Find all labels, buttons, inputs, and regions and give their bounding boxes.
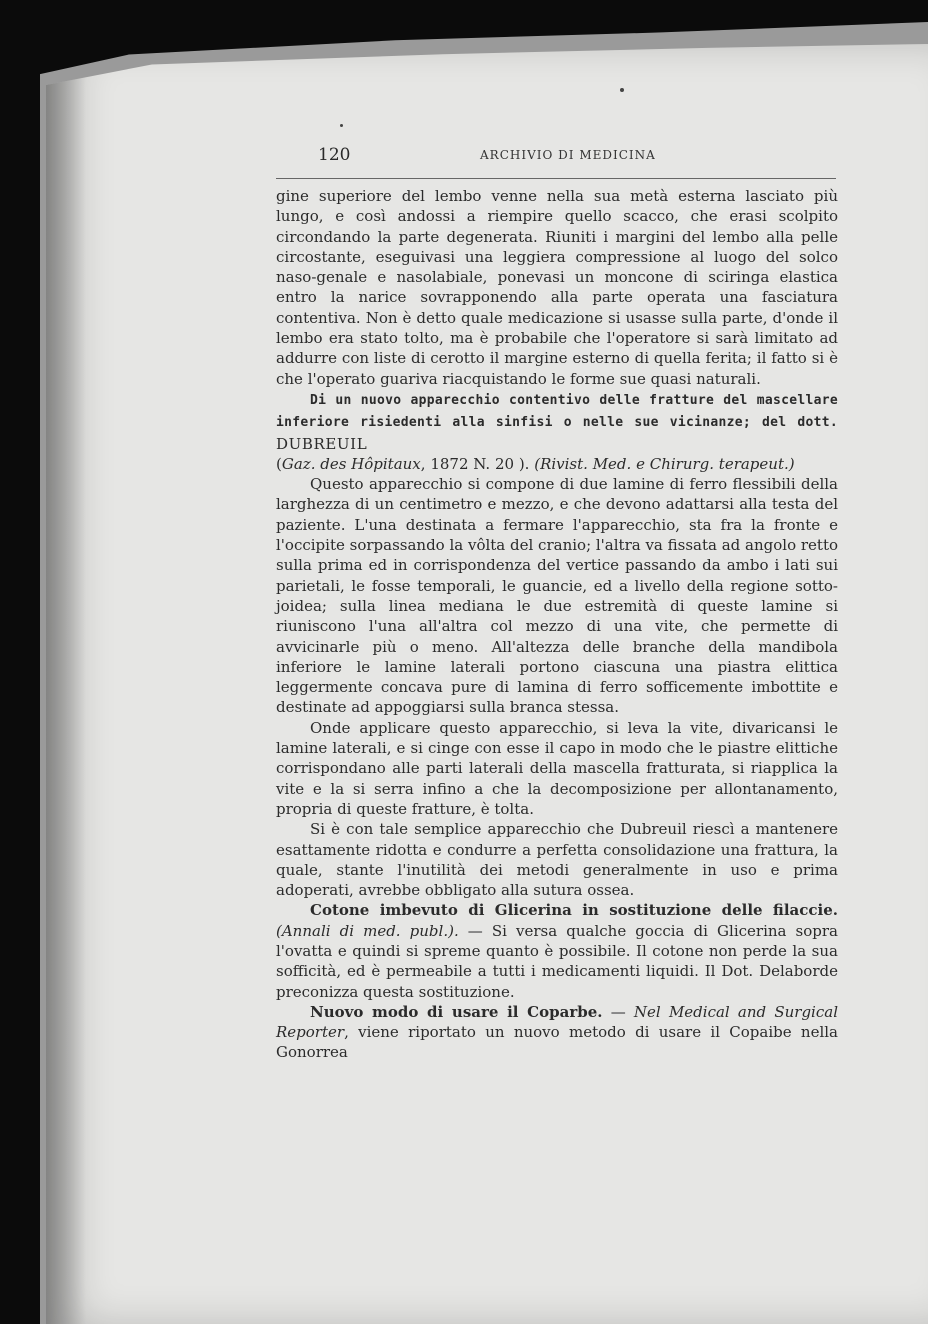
dash: — [602, 1002, 634, 1021]
page-body [276, 186, 838, 1063]
section-dubreuil-heading [276, 389, 838, 474]
section-title: Di un nuovo apparecchio contentivo delle fratture del mascellare inferiore risiedenti alla sinfisi o nelle sue vicinanze; del dott. [276, 392, 838, 431]
paragraph: Questo apparecchio si compone di due lamine di ferro flessibili della larghezza di un centimetro e mezzo, e che devono adattarsi alla testa del paziente. L'una destinata a fermare l'apparecchio, sta fra la fronte e l'occipite sorpassando la vôlta del cranio; l'altra va fissata ad angolo retto sulla prima ed in corrispondenza del vertice passando da ambo i lati sui parietali, le fosse temporali, le guancie, ed a livello della regione sotto-joidea; sulla linea mediana le due estremità di queste lamine si riuniscono l'una all'altra col mezzo di una vite, che permette di avvicinarle più o meno. All'altezza delle branche della mandibola inferiore le lamine laterali portono ciascuna una piastra elittica leggermente concava pure di lamina di ferro sofficemente imbottite e destinate ad appoggiarsi sulla branca stessa. [276, 475, 839, 717]
section-glicerina [276, 900, 838, 1001]
citation-open: ( [276, 454, 282, 473]
author-name: DUBREUIL [276, 434, 368, 453]
ink-speck [620, 88, 624, 92]
running-title: ARCHIVIO DI MEDICINA [480, 148, 656, 162]
paragraph: Si è con tale semplice apparecchio che Dubreuil riescì a mantenere esattamente ridotta e condurre a perfetta consolidazione una frattura, la quale, stante l'inutilità dei metodi generalmente in uso e prima adoperati, avrebbe obbligato alla sutura ossea. [276, 820, 838, 900]
citation-source: (Rivist. Med. e Chirurg. terapeut.) [534, 454, 795, 473]
citation-issue: , 1872 N. 20 ). [420, 454, 535, 473]
ink-speck [340, 124, 343, 127]
paragraph: Onde applicare questo apparecchio, si leva la vite, divaricansi le lamine laterali, e si cinge con esse il capo in modo che le piastre elittiche corrispondano alle parti laterali della mascella fratturata, si riapplica la vite e la si serra infino a che la decomposizione per allontanamento, propria di queste fratture, è tolta. [276, 718, 838, 818]
citation-source: Nel Medical and Surgical Reporter [276, 1002, 839, 1042]
page-number: 120 [318, 145, 351, 165]
section-body: , viene riportato un nuovo metodo di usare il Copaibe nella Gonorrea [276, 1023, 838, 1062]
page-header [318, 145, 838, 169]
paragraph-continuation: gine superiore del lembo venne nella sua metà esterna lasciato più lungo, e così andossi a riempire quello scacco, che erasi scolpito circondando la parte degenerata. Riuniti i margini del lembo alla pelle circostante, eseguivasi una leggiera compressione al luogo del solco naso-genale e nasolabiale, ponevasi un moncone di sciringa elastica entro la narice sovrapponendo alla parte operata una fasciatura contentiva. Non è detto quale medicazione si usasse sulla parte, d'onde il lembo era stato tolto, ma è probabile che l'operatore si sarà limitato ad addurre con liste di cerotto il margine esterno di quella ferita; il fatto si è che l'operato guariva riacquistando le forme sue quasi naturali. [276, 187, 838, 388]
citation-journal: Gaz. des Hôpitaux [281, 454, 421, 473]
section-title: Nuovo modo di usare il Coparbe. [310, 1002, 603, 1021]
section-copaibe [276, 1002, 838, 1063]
header-rule [276, 178, 836, 179]
section-title: Cotone imbevuto di Glicerina in sostituzione delle filaccie. [310, 901, 838, 920]
citation-source: (Annali di med. publ.). [276, 921, 459, 940]
section-body: — Si versa qualche goccia di Glicerina sopra l'ovatta e quindi si spreme quanto è possibile. Il cotone non perde la sua sofficità, ed è permeabile a tutti i medicamenti liquidi. Il Dot. Delaborde preconizza questa sostituzione. [276, 921, 838, 1001]
